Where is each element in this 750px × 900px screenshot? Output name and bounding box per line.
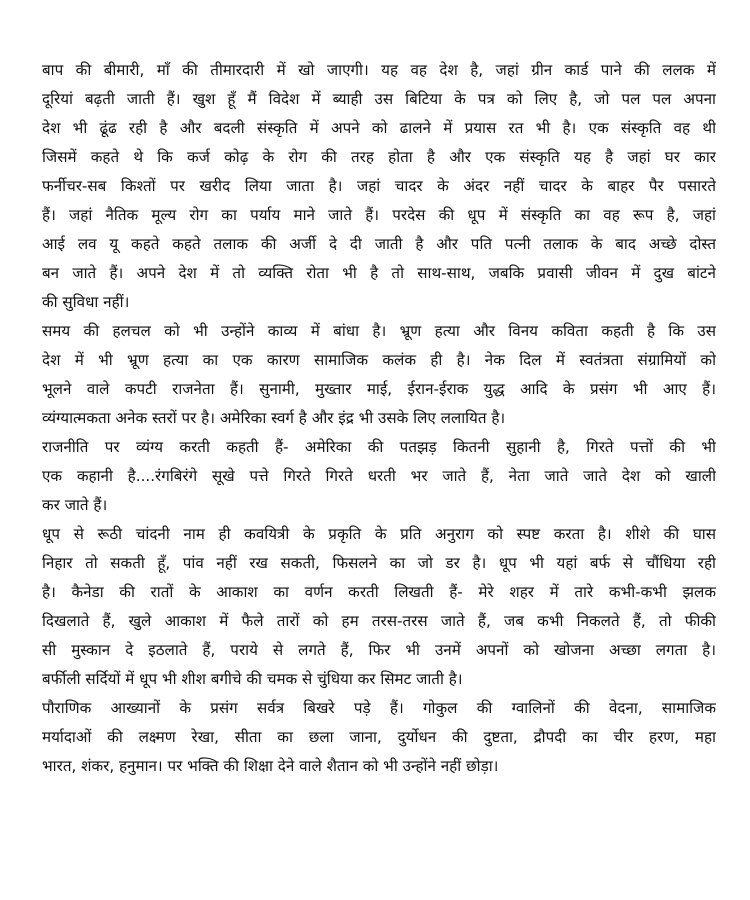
text-line: समय की हलचल को भी उन्होंने काव्य में बांधा है। भ्रूण हत्या और विनय कविता कहती है कि उस bbox=[42, 322, 716, 340]
text-line: दूरियां बढ़ती जाती हैं। खुश हूँ मैं विदेश में ब्याही उस बिटिया के पत्र को लिए है, जो पल पल अपना bbox=[42, 90, 716, 108]
text-line: भूलने वाले कपटी राजनेता हैं। सुनामी, मुख्तार माई, ईरान-ईराक युद्ध आदि के प्रसंग भी आए हैं। bbox=[42, 380, 716, 398]
text-line: फर्नीचर-सब किश्तों पर खरीद लिया जाता है। जहां चादर के अंदर नहीं चादर के बाहर पैर पसारते bbox=[42, 177, 716, 195]
document-page bbox=[42, 56, 716, 872]
text-line: बन जाते हैं। अपने देश में तो व्यक्ति रोता भी है तो साथ-साथ, जबकि प्रवासी जीवन में दुख बांटने bbox=[42, 264, 716, 282]
text-line: बर्फीली सर्दियों में धूप भी शीश बगीचे की चमक से चुंधिया कर सिमट जाती है। bbox=[42, 670, 463, 688]
text-line: हैं। जहां नैतिक मूल्य रोग का पर्याय माने जाते हैं। परदेस की धूप में संस्कृति का वह रूप है, जहां bbox=[42, 206, 716, 224]
text-line: देश में भी भ्रूण हत्या का एक कारण सामाजिक कलंक ही है। नेक दिल में स्वतंत्रता संग्रामियों को bbox=[42, 351, 716, 369]
text-line: की सुविधा नहीं। bbox=[42, 293, 130, 311]
text-line: व्यंग्यात्मकता अनेक स्तरों पर है। अमेरिका स्वर्ग है और इंद्र भी उसके लिए ललायित है। bbox=[42, 409, 506, 427]
text-line: सी मुस्कान दे इठलाते हैं, पराये से लगते हैं, फिर भी उनमें अपनों को खोजना अच्छा लगता है। bbox=[42, 641, 716, 659]
text-line: है। कैनेडा की रातों के आकाश का वर्णन करती लिखती हैं- मेरे शहर में तारे कभी-कभी झलक bbox=[42, 583, 716, 601]
text-line: भारत, शंकर, हनुमान। पर भक्ति की शिक्षा देने वाले शैतान को भी उन्होंने नहीं छोड़ा। bbox=[42, 757, 499, 775]
text-line: मर्यादाओं की लक्ष्मण रेखा, सीता का छला जाना, दुर्योधन की दुष्टता, द्रौपदी का चीर हरण, महा bbox=[42, 728, 716, 746]
text-line: धूप से रूठी चांदनी नाम ही कवयित्री के प्रकृति के प्रति अनुराग को स्पष्ट करता है। शीशे की घास bbox=[42, 525, 716, 543]
text-line: देश भी ढूंढ रही है और बदली संस्कृति में अपने को ढालने में प्रयास रत भी है। एक संस्कृति वह थी bbox=[42, 119, 716, 137]
text-line: एक कहानी है....रंगबिरंगे सूखे पत्ते गिरते गिरते धरती भर जाते हैं, नेता जाते जाते देश को खाली bbox=[42, 467, 716, 485]
text-line: निहार तो सकती हूँ, पांव नहीं रख सकती, फिसलने का जो डर है। धूप भी यहां बर्फ से चौंधिया रही bbox=[42, 554, 716, 572]
text-line: बाप की बीमारी, माँ की तीमारदारी में खो जाएगी। यह वह देश है, जहां ग्रीन कार्ड पाने की ललक में bbox=[42, 61, 716, 79]
text-line: कर जाते हैं। bbox=[42, 496, 108, 514]
text-line: दिखलाते हैं, खुले आकाश में फैले तारों को हम तरस-तरस जाते हैं, जब कभी निकलते हैं, तो फीकी bbox=[42, 612, 716, 630]
text-line: पौराणिक आख्यानों के प्रसंग सर्वत्र बिखरे पड़े हैं। गोकुल की ग्वालिनों की वेदना, सामाजिक bbox=[42, 699, 716, 717]
text-line: राजनीति पर व्यंग्य करती कहती हैं- अमेरिका की पतझड़ कितनी सुहानी है, गिरते पत्तों की भी bbox=[42, 438, 716, 456]
text-line: आई लव यू कहते कहते तलाक की अर्जी दे दी जाती है और पति पत्नी तलाक के बाद अच्छे दोस्त bbox=[42, 235, 716, 253]
text-line: जिसमें कहते थे कि कर्ज कोढ़ के रोग की तरह होता है और एक संस्कृति यह है जहां घर कार bbox=[42, 148, 716, 166]
